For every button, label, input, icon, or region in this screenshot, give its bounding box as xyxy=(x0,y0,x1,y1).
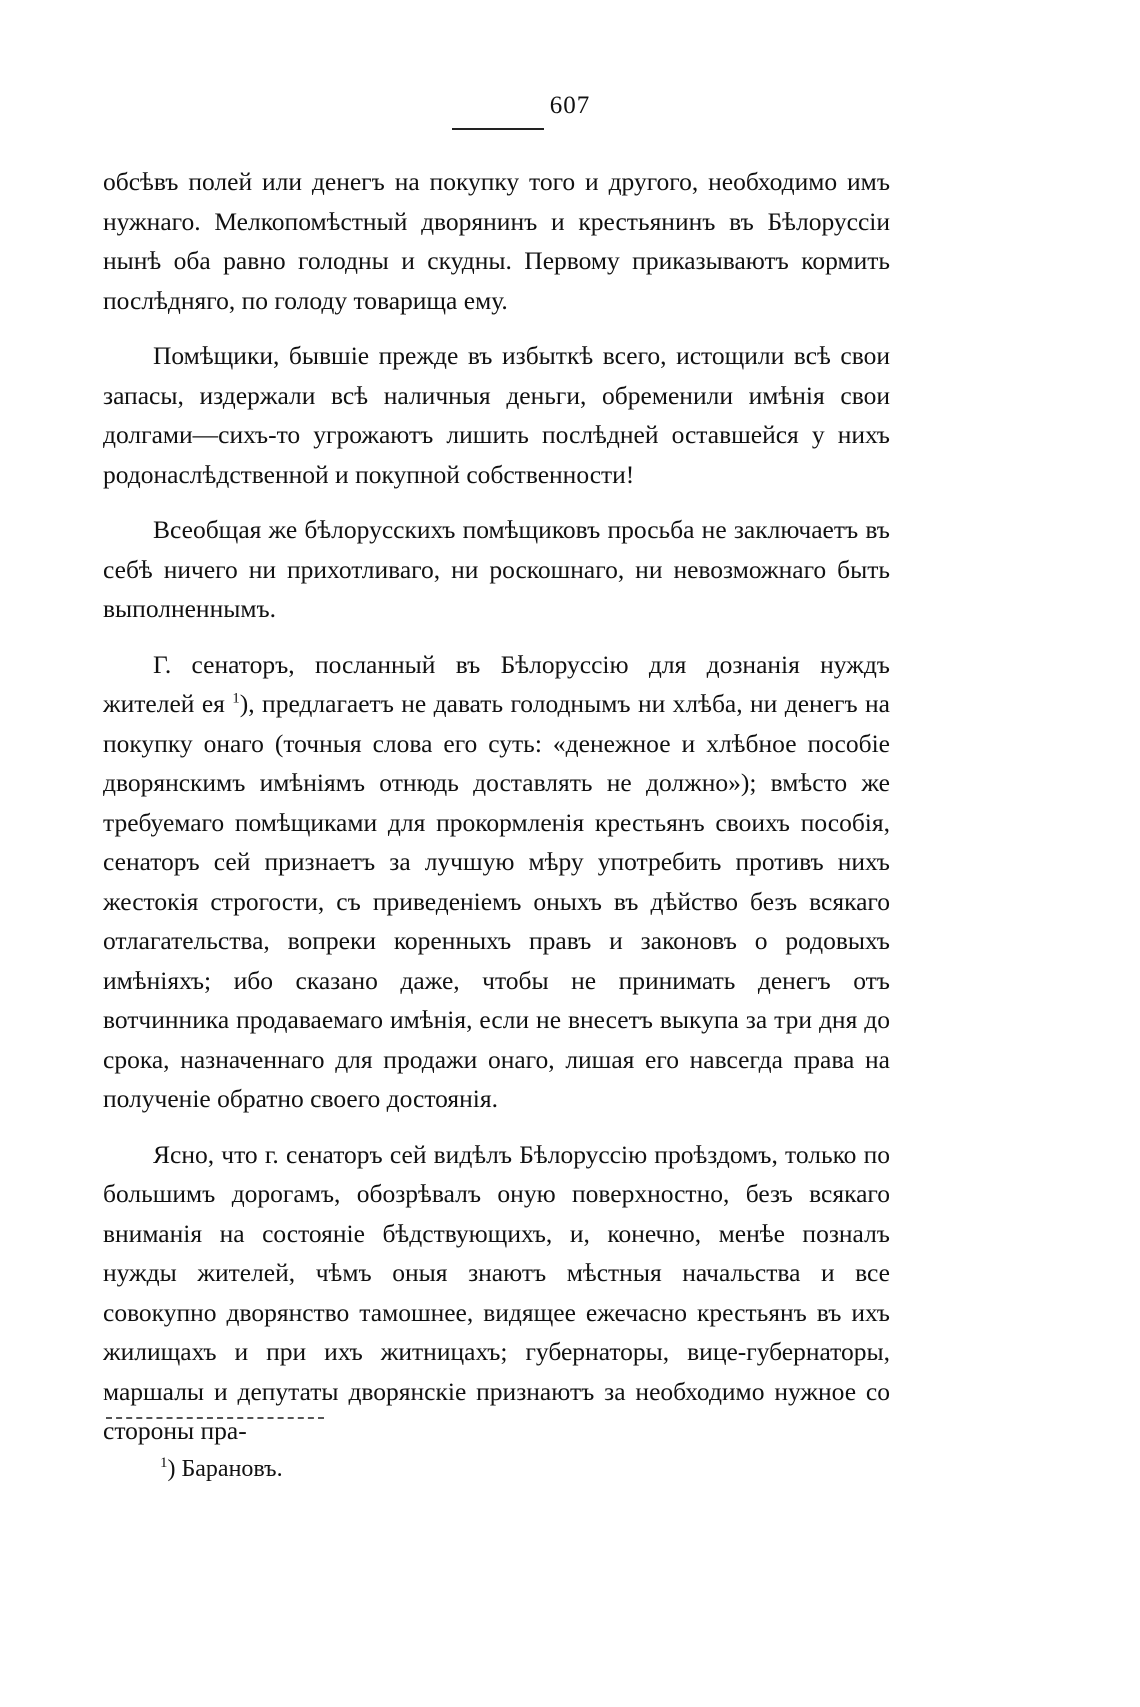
footnote-mark: 1 xyxy=(160,1455,168,1471)
paragraph-2: Помѣщики, бывшіе прежде въ избыткѣ всего, истощили всѣ свои запасы, издержали всѣ наличныя деньги, обременили имѣнія свои долгами—сихъ-то угрожаютъ лишить послѣдней оставшейся у нихъ родонаслѣдственной и покупной собственности! xyxy=(103,341,890,489)
footnote-separator xyxy=(106,1417,324,1419)
body-text xyxy=(103,162,890,1467)
paragraph-4-before-note: Г. сенаторъ, посланный въ Бѣлоруссію для дознанія нуждъ жителей ея xyxy=(103,649,890,718)
paragraph-3: Всеобщая же бѣлорусскихъ помѣщиковъ просьба не заключаетъ въ себѣ ничего ни прихотливаго, ни роскошнаго, ни невозможнаго быть выполненнымъ. xyxy=(103,515,890,623)
page-number-rule xyxy=(452,128,544,130)
footnote-reference: 1 xyxy=(232,690,240,707)
paragraph-1: обсѣвъ полей или денегъ на покупку того и другого, необходимо имъ нужнаго. Мелкопомѣстный дворянинъ и крестьянинъ въ Бѣлоруссіи нынѣ оба равно голодны и скудны. Первому приказываютъ кормить послѣдняго, по голоду товарища ему. xyxy=(103,167,890,315)
footnote xyxy=(160,1453,283,1485)
paragraph-4-after-note: ), предлагаетъ не давать голоднымъ ни хлѣба, ни денегъ на покупку онаго (точныя слова его суть: «денежное и хлѣбное пособіе дворянскимъ имѣніямъ отнюдь доставлять не должно»); вмѣсто же требуемаго помѣщиками для прокормленія крестьянъ своихъ пособія, сенаторъ сей признаетъ за лучшую мѣру употребить противъ нихъ жестокія строгости, съ приведеніемъ оныхъ въ дѣйство безъ всякаго отлагательства, вопреки коренныхъ правъ и законовъ о родовыхъ имѣніяхъ; ибо сказано даже, чтобы не принимать денегъ отъ вотчинника продаваемаго имѣнія, если не внесетъ выкупа за три дня до срока, назначеннаго для продажи онаго, лишая его навсегда права на полученіе обратно своего достоянія. xyxy=(103,689,890,1113)
footnote-text: ) Барановъ. xyxy=(167,1456,283,1482)
paragraph-5: Ясно, что г. сенаторъ сей видѣлъ Бѣлоруссію проѣздомъ, только по большимъ дорогамъ, обозрѣвалъ оную поверхностно, безъ всякаго вниманія на состояніе бѣдствующихъ, и, конечно, менѣе позналъ нужды жителей, чѣмъ оныя знаютъ мѣстныя начальства и все совокупно дворянство тамошнее, видящее ежечасно крестьянъ въ ихъ жилищахъ и при ихъ житницахъ; губернаторы, вице-губернаторы, маршалы и депутаты дворянскіе признаютъ за необходимо нужное со стороны пра- xyxy=(103,1139,890,1445)
page-number: 607 xyxy=(549,92,591,119)
paragraph-4 xyxy=(103,645,890,1119)
